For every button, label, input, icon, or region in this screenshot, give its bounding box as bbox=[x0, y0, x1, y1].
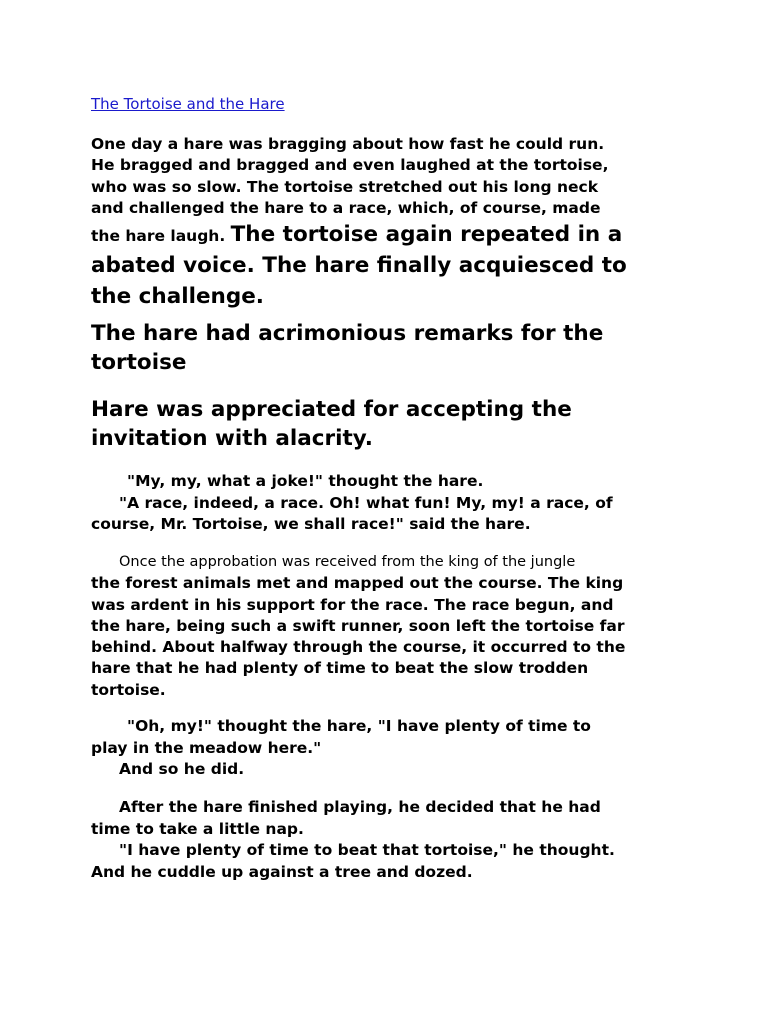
race-line: was ardent in his support for the race. The race begun, and bbox=[91, 595, 614, 614]
nap-line: And he cuddle up against a tree and dozed. bbox=[91, 862, 473, 881]
quote-line: "Oh, my!" thought the hare, "I have plenty of time to bbox=[127, 717, 591, 735]
quote-line: play in the meadow here." bbox=[91, 738, 322, 757]
nap-line: time to take a little nap. bbox=[91, 819, 304, 838]
intro-emphasis: The tortoise again repeated in a bbox=[230, 222, 623, 248]
intro-emphasis: the challenge. bbox=[91, 284, 264, 310]
intro-paragraph bbox=[91, 134, 627, 312]
race-line: hare that he had plenty of time to beat the slow trodden bbox=[91, 659, 589, 678]
intro-line: He bragged and bragged and even laughed at the tortoise, bbox=[91, 156, 609, 175]
nap-line: "I have plenty of time to beat that tortoise," he thought. bbox=[119, 841, 615, 859]
heading-line: invitation with alacrity. bbox=[91, 425, 373, 451]
race-line: the hare, being such a swift runner, soon left the tortoise far bbox=[91, 616, 625, 635]
heading-line: The hare had acrimonious remarks for the bbox=[91, 321, 604, 346]
race-line: tortoise. bbox=[91, 680, 166, 699]
intro-line: One day a hare was bragging about how fast he could run. bbox=[91, 135, 605, 153]
heading-line: Hare was appreciated for accepting the bbox=[91, 397, 572, 422]
heading-line: tortoise bbox=[91, 349, 187, 375]
quote-paragraph-joke bbox=[91, 471, 613, 536]
intro-emphasis: abated voice. The hare finally acquiesced to bbox=[91, 253, 627, 279]
quote-paragraph-meadow bbox=[91, 716, 591, 781]
title-link[interactable]: The Tortoise and the Hare bbox=[91, 95, 285, 113]
intro-line: who was so slow. The tortoise stretched out his long neck bbox=[91, 177, 599, 196]
race-line: the forest animals met and mapped out the course. The king bbox=[91, 574, 624, 593]
intro-line: and challenged the hare to a race, which, of course, made bbox=[91, 198, 601, 217]
heading-acrimonious bbox=[91, 320, 603, 377]
race-paragraph bbox=[91, 551, 625, 701]
quote-line: course, Mr. Tortoise, we shall race!" said the hare. bbox=[91, 515, 531, 533]
quote-line: And so he did. bbox=[119, 760, 245, 778]
race-line: behind. About halfway through the course, it occurred to the bbox=[91, 638, 626, 657]
quote-line: "A race, indeed, a race. Oh! what fun! My, my! a race, of bbox=[119, 493, 613, 512]
intro-line: the hare laugh. bbox=[91, 227, 231, 246]
nap-paragraph bbox=[91, 797, 615, 883]
heading-alacrity bbox=[91, 396, 572, 453]
quote-line: "My, my, what a joke!" thought the hare. bbox=[127, 472, 484, 490]
race-line: Once the approbation was received from the king of the jungle bbox=[119, 554, 576, 570]
nap-line: After the hare finished playing, he decided that he had bbox=[119, 798, 601, 816]
